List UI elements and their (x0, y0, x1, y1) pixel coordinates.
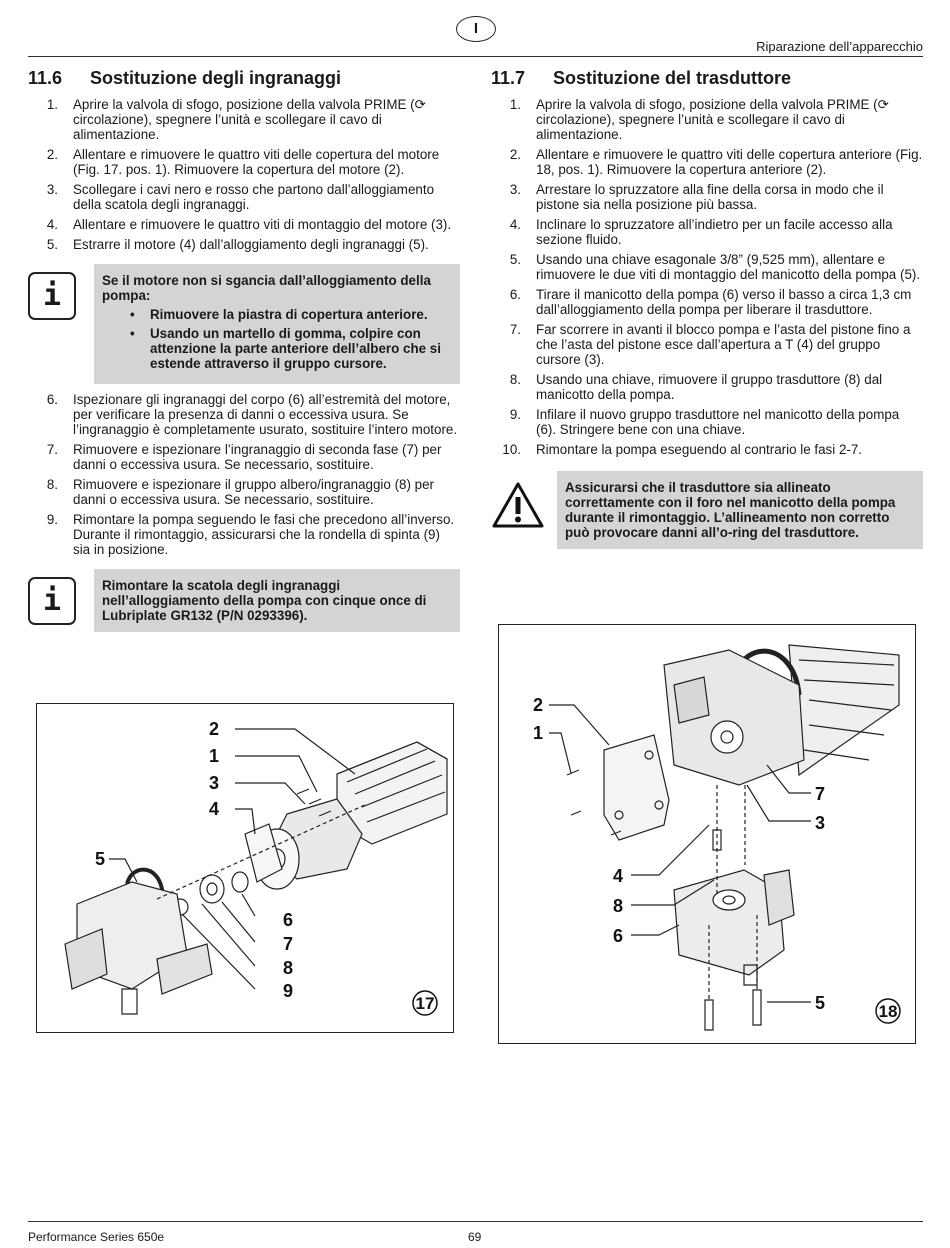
step-item (28, 512, 460, 557)
right-column (491, 68, 923, 549)
figure-17 (36, 703, 454, 1033)
step-number: 8. (46, 477, 58, 492)
running-header: Riparazione dell’apparecchio (756, 39, 923, 54)
step-list (491, 97, 923, 457)
section-title-11-6 (28, 68, 460, 89)
step-item (491, 252, 923, 282)
step-number: 8. (509, 372, 521, 387)
callout-8: 8 (283, 958, 294, 978)
figure-number: 18 (878, 1002, 898, 1021)
step-item (491, 147, 923, 177)
step-text: Scollegare i cavi nero e rosso che partono dall’alloggiamento della scatola degli ingranaggi. (73, 182, 435, 212)
step-list-b (28, 392, 460, 557)
step-number: 3. (509, 182, 521, 197)
figure-18 (498, 624, 916, 1044)
callout-4: 4 (613, 866, 624, 886)
callout-8: 8 (613, 896, 624, 916)
warning-icon (491, 481, 545, 529)
figure-number: 17 (415, 994, 435, 1013)
step-text: Rimuovere e ispezionare l’ingranaggio di seconda fase (7) per danni o eccessiva usura. Se necessario, sostituire. (73, 442, 442, 472)
step-number: 3. (46, 182, 58, 197)
step-text: Allentare e rimuovere le quattro viti delle copertura anteriore (Fig. 18, pos. 1). Rimuovere la copertura anteriore (2). (536, 147, 923, 177)
callout-3: 3 (209, 773, 220, 793)
note-motor-removal (28, 264, 460, 384)
step-number: 9. (509, 407, 521, 422)
step-text: Estrarre il motore (4) dall’alloggiamento degli ingranaggi (5). (73, 237, 429, 252)
step-item (28, 147, 460, 177)
step-item (491, 372, 923, 402)
step-item (491, 322, 923, 367)
step-item (491, 182, 923, 212)
callout-7: 7 (815, 784, 826, 804)
language-badge: I (456, 16, 496, 42)
left-column (28, 68, 460, 632)
note-body: Rimontare la scatola degli ingranaggi nell’alloggiamento della pompa con cinque once di Lubriplate GR132 (P/N 0293396). (94, 569, 460, 632)
note-bullet: • Usando un martello di gomma, colpire con attenzione la parte anteriore dell’albero che si estende attraverso il gruppo cursore. (102, 326, 452, 371)
step-text: Usando una chiave, rimuovere il gruppo trasduttore (8) dal manicotto della pompa. (536, 372, 883, 402)
step-text: Aprire la valvola di sfogo, posizione della valvola PRIME (⟳ circolazione), spegnere l’unità e scollegare il cavo di alimentazione. (73, 97, 426, 142)
note-bullet: • Rimuovere la piastra di copertura anteriore. (102, 307, 452, 322)
callout-2: 2 (533, 695, 544, 715)
callout-9: 9 (283, 981, 294, 1001)
step-item (28, 392, 460, 437)
info-icon: i (28, 272, 76, 320)
step-item (28, 182, 460, 212)
note-body (94, 264, 460, 384)
callout-1: 1 (209, 746, 220, 766)
header-divider (28, 56, 923, 57)
step-text: Infilare il nuovo gruppo trasduttore nel manicotto della pompa (6). Stringere bene con una chiave. (536, 407, 900, 437)
step-text: Rimontare la pompa eseguendo al contrario le fasi 2-7. (536, 442, 863, 457)
step-number: 5. (46, 237, 58, 252)
step-item (491, 442, 923, 457)
callout-2: 2 (209, 719, 220, 739)
step-number: 9. (46, 512, 58, 527)
step-number: 7. (46, 442, 58, 457)
step-number: 4. (46, 217, 58, 232)
step-text: Inclinare lo spruzzatore all’indietro per un facile accesso alla sezione fluido. (536, 217, 893, 247)
info-icon: i (28, 577, 76, 625)
callout-7: 7 (283, 934, 294, 954)
step-text: Tirare il manicotto della pompa (6) verso il basso a circa 1,3 cm dall’alloggiamento della pompa per liberare il trasduttore. (536, 287, 912, 317)
callout-5: 5 (95, 849, 106, 869)
note-lubrication (28, 569, 460, 632)
step-number: 5. (509, 252, 521, 267)
step-text: Ispezionare gli ingranaggi del corpo (6) all’estremità del motore, per verificare la presenza di danni o eccessiva usura. Se l’ingranaggio è completamente usurato, sostituire l’intero motore. (73, 392, 458, 437)
step-item (28, 442, 460, 472)
callout-6: 6 (613, 926, 624, 946)
step-text: Rimuovere e ispezionare il gruppo albero/ingranaggio (8) per danni o eccessiva usura. Se necessario, sostituire. (73, 477, 435, 507)
step-number: 4. (509, 217, 521, 232)
step-item (491, 97, 923, 142)
step-number: 7. (509, 322, 521, 337)
step-number: 2. (46, 147, 58, 162)
step-text: Usando una chiave esagonale 3/8” (9,525 mm), allentare e rimuovere le due viti di montaggio del manicotto della pompa (5). (536, 252, 921, 282)
callout-5: 5 (815, 993, 826, 1013)
footer-divider (28, 1221, 923, 1222)
step-item (28, 477, 460, 507)
step-item (28, 237, 460, 252)
step-list-a (28, 97, 460, 252)
figure-18-drawing (499, 625, 915, 1043)
section-heading: Sostituzione degli ingranaggi (90, 68, 342, 88)
step-number: 6. (509, 287, 521, 302)
step-item (28, 97, 460, 142)
step-item (28, 217, 460, 232)
step-text: Aprire la valvola di sfogo, posizione della valvola PRIME (⟳ circolazione), spegnere l’unità e scollegare il cavo di alimentazione. (536, 97, 889, 142)
callout-1: 1 (533, 723, 544, 743)
note-bullets (102, 307, 452, 371)
section-heading: Sostituzione del trasduttore (553, 68, 792, 88)
step-text: Rimontare la pompa seguendo le fasi che precedono all’inverso. Durante il rimontaggio, assicurarsi che la rondella di spinta (9) sia in posizione. (73, 512, 455, 557)
step-text: Allentare e rimuovere le quattro viti delle copertura del motore (Fig. 17. pos. 1). Rimuovere la copertura del motore (2). (73, 147, 440, 177)
warning-transducer-alignment (491, 471, 923, 549)
page-number: 69 (468, 1230, 482, 1244)
step-number: 1. (509, 97, 521, 112)
step-item (491, 217, 923, 247)
callout-6: 6 (283, 910, 294, 930)
warning-body: Assicurarsi che il trasduttore sia allineato correttamente con il foro nel manicotto della pompa durante il rimontaggio. L’allineamento non corretto può provocare danni all’o-ring del trasduttore. (557, 471, 923, 549)
note-heading: Se il motore non si sgancia dall’alloggiamento della pompa: (102, 273, 431, 303)
figure-17-drawing (37, 704, 453, 1032)
section-number: 11.7 (491, 68, 526, 88)
callout-3: 3 (815, 813, 826, 833)
section-title-11-7 (491, 68, 923, 89)
step-number: 6. (46, 392, 58, 407)
step-text: Allentare e rimuovere le quattro viti di montaggio del motore (3). (73, 217, 452, 232)
step-number: 10. (502, 442, 521, 457)
step-text: Arrestare lo spruzzatore alla fine della corsa in modo che il pistone sia nella posizione più bassa. (536, 182, 884, 212)
step-number: 1. (46, 97, 58, 112)
section-number: 11.6 (28, 68, 63, 88)
callout-4: 4 (209, 799, 220, 819)
step-number: 2. (509, 147, 521, 162)
step-item (491, 287, 923, 317)
footer-product: Performance Series 650e (28, 1230, 165, 1244)
step-text: Far scorrere in avanti il blocco pompa e l’asta del pistone fino a che l’asta del pistone esce dall’apertura a T (4) del gruppo cursore (3). (536, 322, 911, 367)
step-item (491, 407, 923, 437)
